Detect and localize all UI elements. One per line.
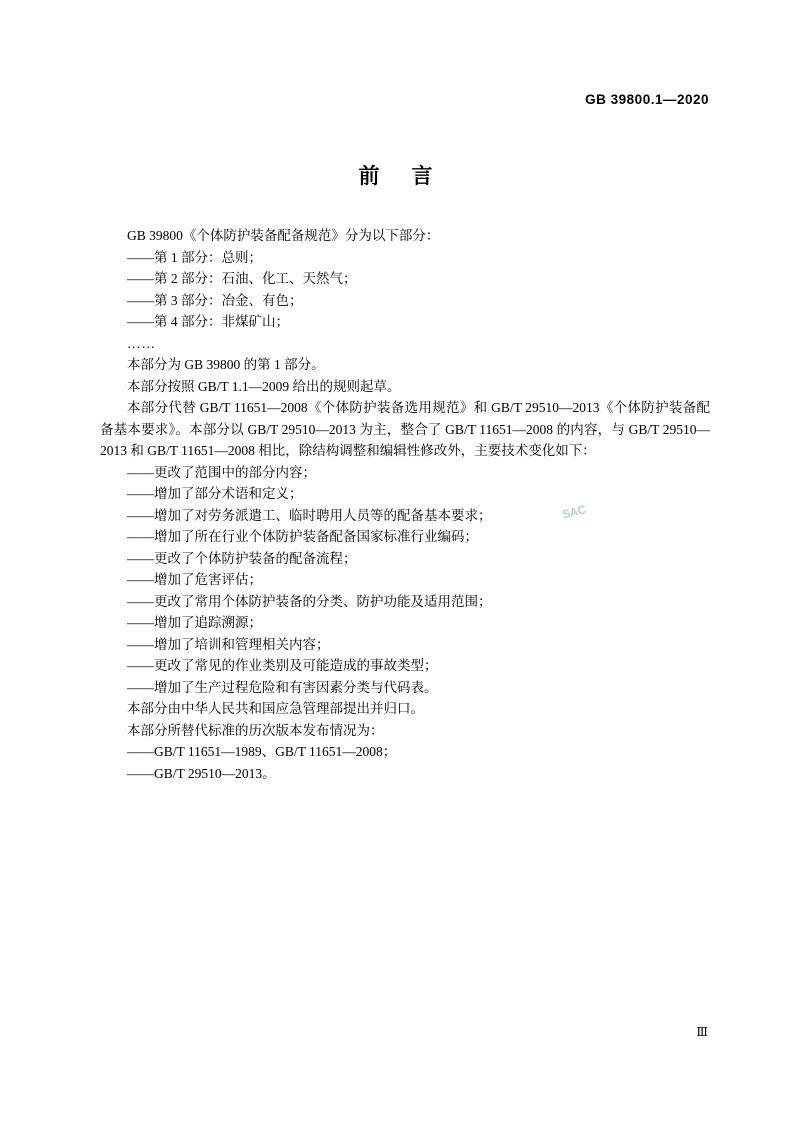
page-title-right: 言: [411, 164, 435, 188]
paragraph: 本部分为 GB 39800 的第 1 部分。: [127, 357, 325, 372]
list-item: ——增加了生产过程危险和有害因素分类与代码表。: [127, 679, 438, 695]
page-number: Ⅲ: [696, 1025, 709, 1039]
list-item: ——第 4 部分：非煤矿山；: [127, 314, 289, 329]
list-item: ——更改了常见的作业类别及可能造成的事故类型；: [127, 658, 438, 673]
list-item: ——GB/T 29510—2013。: [127, 765, 276, 781]
list-item: ——增加了所在行业个体防护装备配备国家标准行业编码；: [127, 529, 478, 544]
list-item: ——更改了范围中的部分内容；: [127, 464, 316, 480]
paragraph: 本部分代替 GB/T 11651—2008《个体防护装备选用规范》和 GB/T 29510—2013《个体防护装备配备基本要求》。本部分以 GB/T 29510—2013 为主，整合了 GB/T 11651—2008 的内容，与 GB/T 29510—2013 和 GB/T 11651—2008 相比，除结构调整和编辑性修改外，主要技术变化如下：: [100, 400, 710, 458]
ellipsis-line: ……: [127, 335, 156, 351]
list-item: ——更改了常用个体防护装备的分类、防护功能及适用范围；: [127, 593, 492, 609]
page-title-left: 前: [358, 164, 382, 188]
list-item: ——增加了危害评估；: [127, 572, 262, 587]
list-item: ——第 2 部分：石油、化工、天然气；: [127, 271, 357, 286]
list-item: ——第 3 部分：冶金、有色；: [127, 292, 303, 308]
document-body: [100, 225, 710, 784]
list-item: ——增加了部分术语和定义；: [127, 486, 303, 501]
intro-paragraph: GB 39800《个体防护装备配备规范》分为以下部分：: [127, 228, 440, 243]
list-item: ——GB/T 11651—1989、GB/T 11651—2008；: [127, 744, 397, 759]
sac-watermark: SAC: [560, 502, 588, 522]
list-item: ——增加了追踪溯源；: [127, 615, 262, 630]
page-header-standard-number: GB 39800.1—2020: [585, 92, 709, 107]
list-item: ——第 1 部分：总则；: [127, 249, 262, 265]
paragraph: 本部分由中华人民共和国应急管理部提出并归口。: [127, 701, 424, 716]
page-title: [0, 160, 793, 190]
paragraph: 本部分所替代标准的历次版本发布情况为：: [127, 722, 384, 738]
list-item: ——增加了培训和管理相关内容；: [127, 636, 330, 652]
list-item: ——增加了对劳务派遣工、临时聘用人员等的配备基本要求；: [127, 507, 492, 523]
list-item: ——更改了个体防护装备的配备流程；: [127, 550, 357, 566]
paragraph: 本部分按照 GB/T 1.1—2009 给出的规则起草。: [127, 378, 401, 394]
